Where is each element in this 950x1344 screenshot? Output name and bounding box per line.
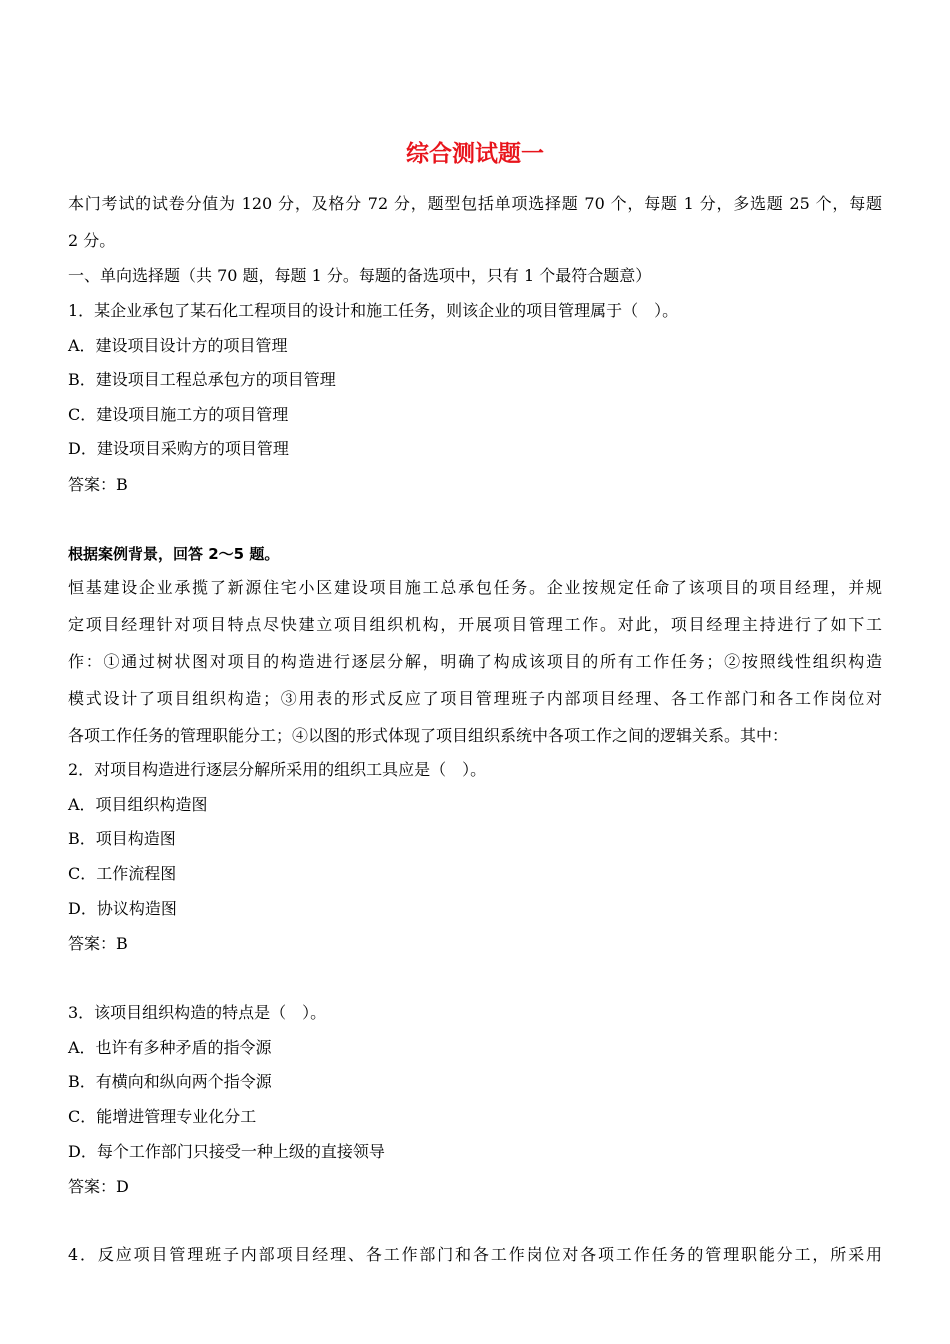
intro-line-1: 本门考试的试卷分值为 120 分，及格分 72 分，题型包括单项选择题 70 个，每题 1 分，多选题 25 个，每题 [68, 194, 882, 213]
question-1-stem: 1．某企业承包了某石化工程项目的设计和施工任务，则该企业的项目管理属于（ ）。 [68, 301, 679, 320]
case-text-line-4: 模式设计了项目组织构造；③用表的形式反应了项目管理班子内部项目经理、各工作部门和各工作岗位对 [68, 689, 882, 708]
question-2-answer: 答案：B [68, 934, 128, 953]
question-1-option-d: D．建设项目采购方的项目管理 [68, 439, 289, 458]
section-header: 一、单向选择题（共 70 题，每题 1 分。每题的备选项中，只有 1 个最符合题意） [68, 266, 652, 285]
case-text-line-2: 定项目经理针对项目特点尽快建立项目组织机构，开展项目管理工作。对此，项目经理主持进行了如下工 [68, 615, 882, 634]
question-1-option-c: C．建设项目施工方的项目管理 [68, 405, 289, 424]
question-1-option-a: A．建设项目设计方的项目管理 [68, 336, 288, 355]
question-2-stem: 2．对项目构造进行逐层分解所采用的组织工具应是（ ）。 [68, 760, 487, 779]
page-title: 综合测试题一 [406, 141, 544, 167]
intro-line-2: 2 分。 [68, 231, 116, 250]
question-4-stem: 4．反应项目管理班子内部项目经理、各工作部门和各工作岗位对各项工作任务的管理职能分工，所采用 [68, 1245, 882, 1264]
question-1-option-b: B．建设项目工程总承包方的项目管理 [68, 370, 336, 389]
question-3-option-a: A．也许有多种矛盾的指令源 [68, 1038, 272, 1057]
question-3-option-c: C．能增进管理专业化分工 [68, 1107, 257, 1126]
question-2-option-d: D．协议构造图 [68, 899, 177, 918]
question-3-answer: 答案：D [68, 1177, 129, 1196]
case-text-line-1: 恒基建设企业承揽了新源住宅小区建设项目施工总承包任务。企业按规定任命了该项目的项目经理，并规 [68, 578, 882, 597]
question-1-answer: 答案：B [68, 475, 128, 494]
question-3-option-b: B．有横向和纵向两个指令源 [68, 1072, 272, 1091]
question-2-option-c: C．工作流程图 [68, 864, 177, 883]
question-2-option-a: A．项目组织构造图 [68, 795, 208, 814]
question-3-stem: 3．该项目组织构造的特点是（ ）。 [68, 1003, 327, 1022]
question-3-option-d: D．每个工作部门只接受一种上级的直接领导 [68, 1142, 385, 1161]
case-text-line-3: 作：①通过树状图对项目的构造进行逐层分解，明确了构成该项目的所有工作任务；②按照线性组织构造 [68, 652, 882, 671]
case-text-line-5: 各项工作任务的管理职能分工；④以图的形式体现了项目组织系统中各项工作之间的逻辑关系。其中： [68, 726, 789, 745]
question-2-option-b: B．项目构造图 [68, 829, 176, 848]
case-heading: 根据案例背景，回答 2～5 题。 [68, 545, 280, 563]
